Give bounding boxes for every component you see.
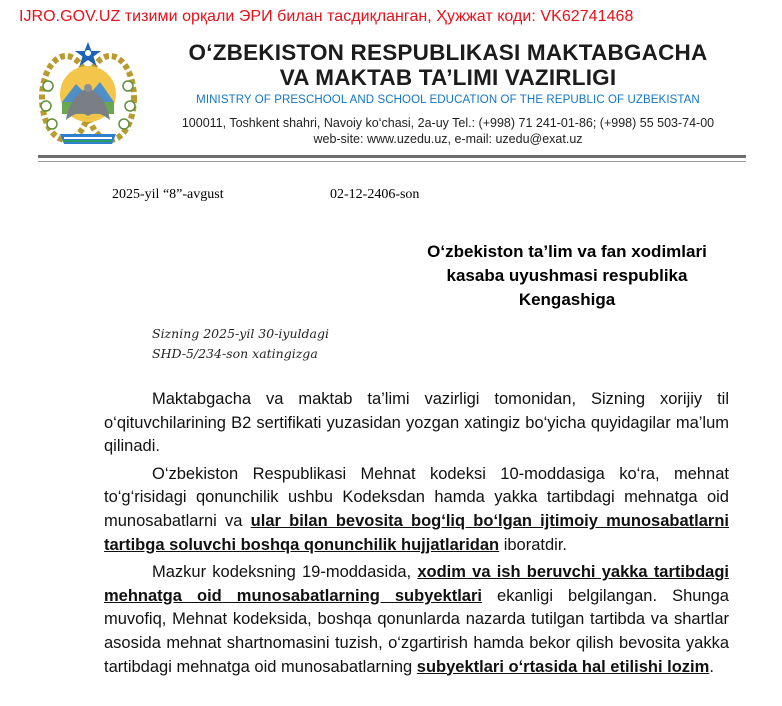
paragraph-3-emphasis-1: xodim va ish beruvchi yakka tartibdagi mehnatga oid munosabatlarning subyektlari bbox=[104, 563, 729, 605]
ministry-name-line2: VA MAKTAB TA’LIMI VAZIRLIGI bbox=[279, 65, 617, 90]
document-date: 2025-yil “8”-avgust bbox=[112, 187, 224, 202]
header-divider-thin bbox=[38, 161, 746, 162]
paragraph-2-end: iboratdir. bbox=[499, 535, 567, 554]
recipient-line1: O‘zbekiston ta’lim va fan xodimlari bbox=[427, 242, 707, 261]
web-contacts: web-site: www.uzedu.uz, e-mail: uzedu@exat.uz bbox=[313, 132, 583, 146]
contact-info bbox=[158, 115, 738, 147]
paragraph-3-text: Mazkur kodeksning 19-moddasida, bbox=[152, 563, 418, 582]
recipient-line3: Kengashiga bbox=[518, 290, 616, 309]
paragraph-3 bbox=[104, 561, 729, 679]
ministry-name-line1: O‘ZBEKISTON RESPUBLIKASI MAKTABGACHA bbox=[188, 40, 708, 65]
paragraph-2 bbox=[104, 463, 729, 557]
paragraph-3-middle: ekanligi belgilangan. Shunga muvofiq, Mehnat kodeksida, boshqa qonunlarda nazarda tutilgan tartibda va shartlar asosida mehnat shartnomasini tuzish, o‘zgartirish hamda bekor qilish bevosita yakka tartibdagi mehnatga oid munosabatlarning bbox=[104, 586, 729, 676]
paragraph-2-text: O‘zbekiston Respublikasi Mehnat kodeksi 10-moddasiga ko‘ra, mehnat to‘g‘risidagi qonunchilik ushbu Kodeksdan hamda yakka tartibdagi mehnatga oid munosabatlarni va bbox=[104, 464, 729, 530]
document-number: 02-12-2406-son bbox=[330, 187, 420, 202]
paragraph-2-emphasis: ular bilan bevosita bog‘liq bo‘lgan ijtimoiy munosabatlarni tartibga soluvchi boshqa qonunchilik hujjatlaridan bbox=[104, 511, 729, 554]
reference-note bbox=[152, 324, 329, 364]
reference-line2: SHD-5/234-son xatingizga bbox=[152, 346, 318, 361]
state-emblem-icon bbox=[38, 36, 138, 152]
reference-line1: Sizning 2025-yil 30-iyuldagi bbox=[152, 326, 329, 341]
recipient-block bbox=[382, 240, 752, 312]
postal-address: 100011, Toshkent shahri, Navoiy ko‘chasi, 2a-uy Tel.: (+998) 71 241-01-86; (+998) 55 503-74-00 bbox=[181, 116, 715, 130]
eri-watermark: IJRO.GOV.UZ тизими орқали ЭРИ билан тасдиқланган, Ҳужжат коди: VK62741468 bbox=[19, 8, 634, 25]
paragraph-1: Maktabgacha va maktab ta’limi vazirligi tomonidan, Sizning xorijiy til o‘qituvchilarining B2 sertifikati yuzasidan yozgan xatingiz bo‘yicha quyidagilar ma’lum qilinadi. bbox=[104, 390, 729, 456]
paragraph-3-end: . bbox=[709, 657, 714, 676]
letter-body bbox=[104, 388, 729, 683]
header-divider bbox=[38, 155, 746, 158]
recipient-line2: kasaba uyushmasi respublika bbox=[446, 266, 688, 285]
ministry-name-english: MINISTRY OF PRESCHOOL AND SCHOOL EDUCATION OF THE REPUBLIC OF UZBEKISTAN bbox=[196, 94, 700, 106]
ministry-name bbox=[158, 40, 738, 90]
paragraph-3-emphasis-2: subyektlari o‘rtasida hal etilishi lozim bbox=[416, 657, 710, 676]
